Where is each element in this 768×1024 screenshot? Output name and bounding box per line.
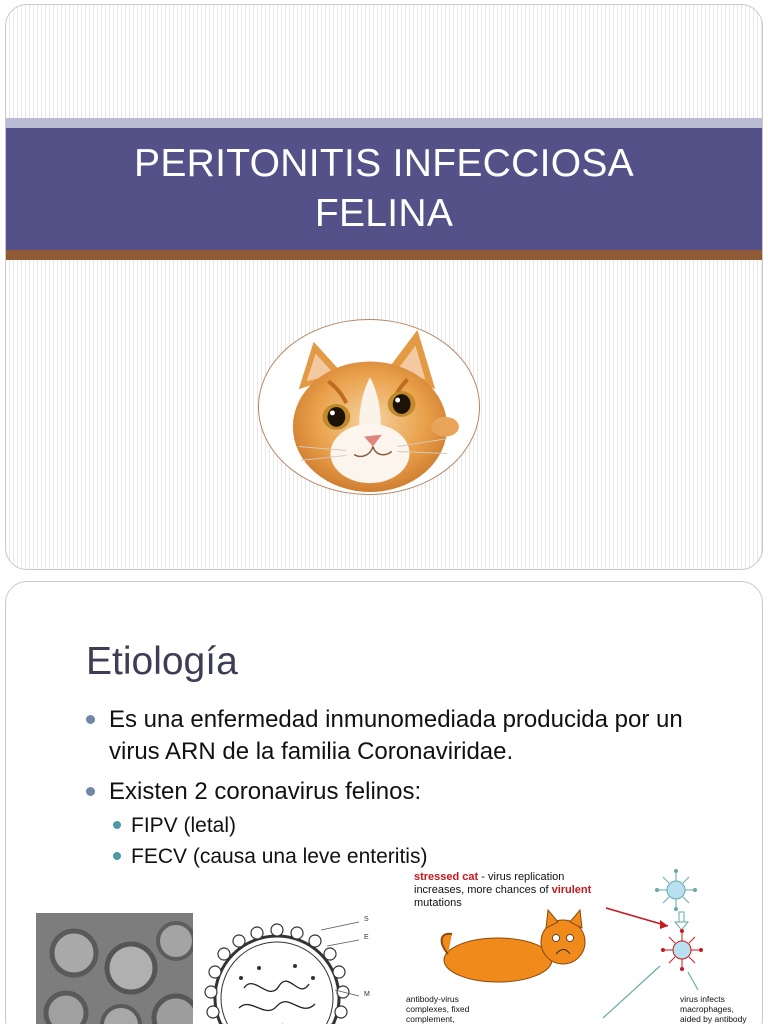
bullet-dot-icon bbox=[86, 787, 95, 796]
sub-bullet-item bbox=[84, 810, 724, 841]
bullet-text: Es una enfermedad inmunomediada producida por un virus ARN de la familia Coronaviridae. bbox=[109, 706, 683, 765]
bullet-item bbox=[84, 776, 724, 808]
paw bbox=[431, 417, 459, 437]
virion-label-m: M bbox=[364, 991, 370, 998]
sub-bullet-dot-icon bbox=[113, 821, 121, 829]
macrophage-note: virus infects macrophages, aided by antibody bbox=[680, 994, 747, 1024]
stressed-cat-label: stressed cat bbox=[414, 871, 479, 883]
virus-icon bbox=[655, 869, 697, 911]
diagram-line3: mutations bbox=[414, 897, 462, 909]
sub-bullet-text: FECV (causa una leve enteritis) bbox=[131, 845, 428, 868]
slide-title: PERITONITIS INFECCIOSA FELINA bbox=[134, 142, 634, 235]
diagram-line2: increases, more chances of bbox=[414, 884, 552, 896]
virion-label-s: S bbox=[364, 916, 369, 923]
virulent-virus-icon bbox=[661, 929, 703, 971]
micrograph-image bbox=[36, 913, 193, 1024]
slide-heading: Etiología bbox=[86, 640, 238, 683]
bullet-dot-icon bbox=[86, 715, 95, 724]
bullet-item bbox=[84, 704, 724, 768]
stressed-cat-body bbox=[444, 938, 552, 982]
diagram-line1: - virus replication bbox=[478, 871, 565, 883]
virion-label-e: E bbox=[364, 934, 369, 941]
sub-bullet-text: FIPV (letal) bbox=[131, 814, 237, 837]
title-top-strip bbox=[6, 118, 762, 128]
virion-drawing bbox=[199, 908, 384, 1024]
bullet-list bbox=[84, 704, 724, 872]
cat-face-illustration bbox=[259, 320, 479, 494]
etiology-slide bbox=[5, 581, 763, 1024]
title-bottom-strip bbox=[6, 250, 762, 260]
fip-pathogenesis-diagram bbox=[398, 868, 760, 1024]
title-band bbox=[6, 128, 762, 250]
cat-photo bbox=[258, 319, 480, 495]
coronavirus-schematic bbox=[199, 908, 384, 1024]
title-slide bbox=[5, 4, 763, 570]
electron-micrograph bbox=[36, 913, 193, 1024]
sub-bullet-dot-icon bbox=[113, 852, 121, 860]
bullet-text: Existen 2 coronavirus felinos: bbox=[109, 778, 422, 805]
antibody-note: antibody-virus complexes, fixed complement, bbox=[406, 994, 470, 1024]
virulent-label: virulent bbox=[551, 884, 592, 896]
